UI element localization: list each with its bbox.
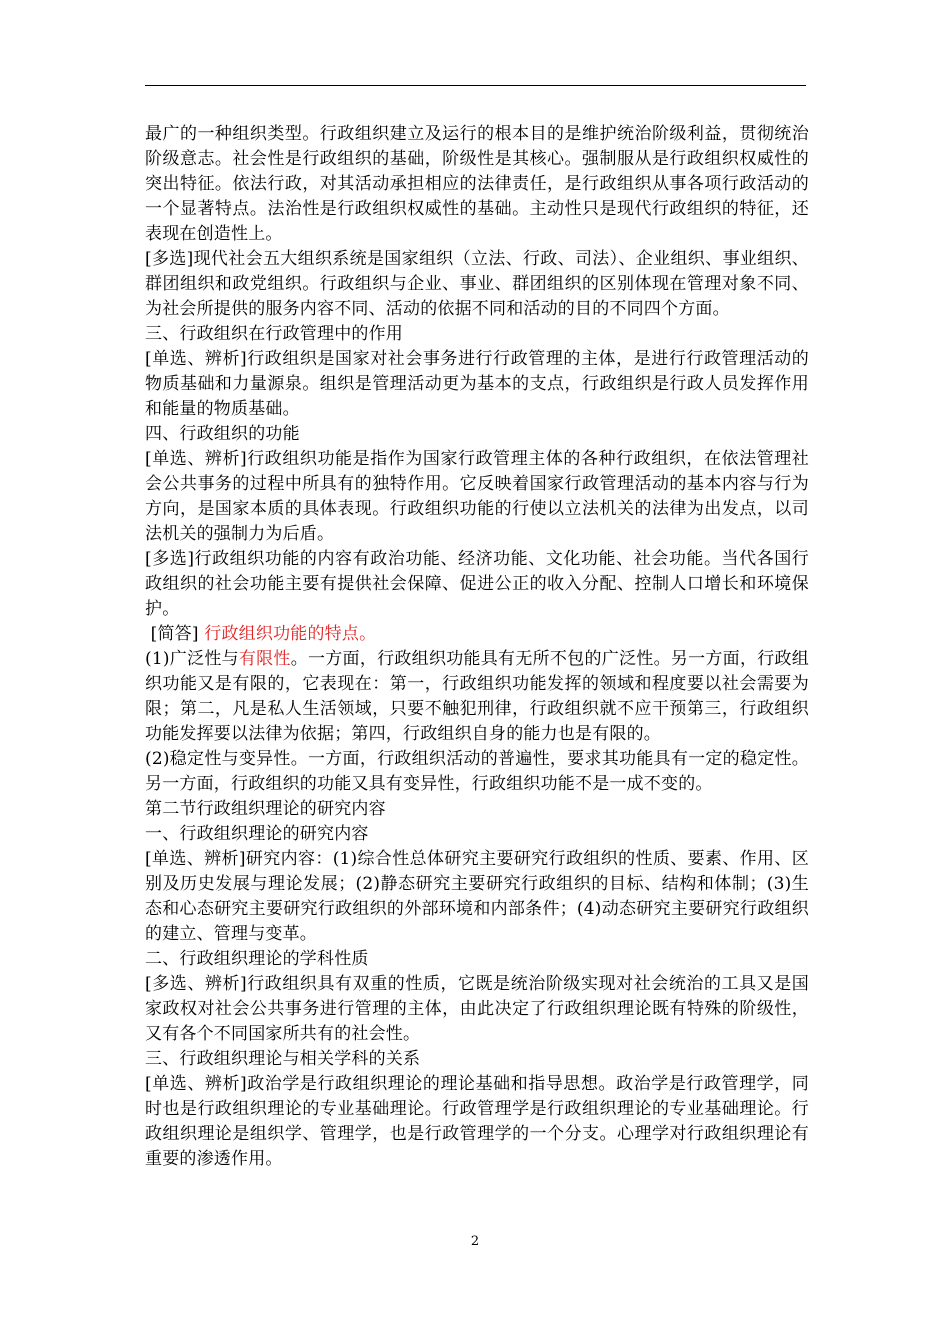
header-rule: [145, 85, 806, 86]
paragraph: [单选、辨析]行政组织是国家对社会事务进行行政管理的主体，是进行行政管理活动的物质基础和力量源泉。组织是管理活动更为基本的支点，行政组织是行政人员发挥作用和能量的物质基础。: [145, 349, 809, 419]
item1-prefix: (1)广泛性与: [145, 649, 239, 669]
item1-rest: 。一方面，行政组织功能具有无所不包的广泛性。另一方面，行政组织功能又是有限的，它表现在：第一，行政组织功能发挥的领域和程度要以社会需要为限；第二，凡是私人生活领域，只要不触犯刑律，行政组织就不应干预第三，行政组织功能发挥要以法律为依据；第四，行政组织自身的能力也是有限的。: [145, 649, 809, 744]
paragraph: (2)稳定性与变异性。一方面，行政组织活动的普遍性，要求其功能具有一定的稳定性。另一方面，行政组织的功能又具有变异性，行政组织功能不是一成不变的。: [145, 749, 809, 794]
paragraph: [单选、辨析]行政组织功能是指作为国家行政管理主体的各种行政组织，在依法管理社会公共事务的过程中所具有的独特作用。它反映着国家行政管理活动的基本内容与行为方向，是国家本质的具体表现。行政组织功能的行使以立法机关的法律为出发点，以司法机关的强制力为后盾。: [145, 449, 809, 544]
short-answer-prefix: [简答]: [145, 624, 205, 644]
section-heading: 四、行政组织的功能: [145, 424, 300, 444]
section-heading: 一、行政组织理论的研究内容: [145, 824, 369, 844]
short-answer-question: [145, 622, 809, 647]
paragraph: [145, 647, 809, 747]
section-heading: 三、行政组织在行政管理中的作用: [145, 324, 403, 344]
body-text: [145, 122, 809, 1172]
paragraph: [单选、辨析]研究内容：(1)综合性总体研究主要研究行政组织的性质、要素、作用、区别及历史发展与理论发展；(2)静态研究主要研究行政组织的目标、结构和体制；(3)生态和心态研究主要研究行政组织的外部环境和内部条件；(4)动态研究主要研究行政组织的建立、管理与变革。: [145, 849, 810, 944]
section-heading: 第二节行政组织理论的研究内容: [145, 799, 386, 819]
paragraph: [多选]现代社会五大组织系统是国家组织（立法、行政、司法）、企业组织、事业组织、群团组织和政党组织。行政组织与企业、事业、群团组织的区别体现在管理对象不同、为社会所提供的服务内容不同、活动的依据不同和活动的目的不同四个方面。: [145, 249, 809, 319]
paragraph: 最广的一种组织类型。行政组织建立及运行的根本目的是维护统治阶级利益，贯彻统治阶级意志。社会性是行政组织的基础，阶级性是其核心。强制服从是行政组织权威性的突出特征。依法行政，对其活动承担相应的法律责任，是行政组织从事各项行政活动的一个显著特点。法治性是行政组织权威性的基础。主动性只是现代行政组织的特征，还表现在创造性上。: [145, 124, 809, 244]
item1-highlight: 有限性: [238, 649, 291, 669]
paragraph: [多选]行政组织功能的内容有政治功能、经济功能、文化功能、社会功能。当代各国行政组织的社会功能主要有提供社会保障、促进公正的收入分配、控制人口增长和环境保护。: [145, 549, 809, 619]
section-heading: 二、行政组织理论的学科性质: [145, 949, 369, 969]
paragraph: [单选、辨析]政治学是行政组织理论的理论基础和指导思想。政治学是行政管理学，同时也是行政组织理论的专业基础理论。行政管理学是行政组织理论的专业基础理论。行政组织理论是组织学、管理学，也是行政管理学的一个分支。心理学对行政组织理论有重要的渗透作用。: [145, 1074, 809, 1169]
page-number: 2: [470, 1234, 480, 1249]
short-answer-highlight: 行政组织功能的特点。: [204, 624, 377, 644]
section-heading: 三、行政组织理论与相关学科的关系: [145, 1049, 421, 1069]
paragraph: [多选、辨析]行政组织具有双重的性质，它既是统治阶级实现对社会统治的工具又是国家政权对社会公共事务进行管理的主体，由此决定了行政组织理论既有特殊的阶级性，又有各个不同国家所共有的社会性。: [145, 974, 809, 1044]
